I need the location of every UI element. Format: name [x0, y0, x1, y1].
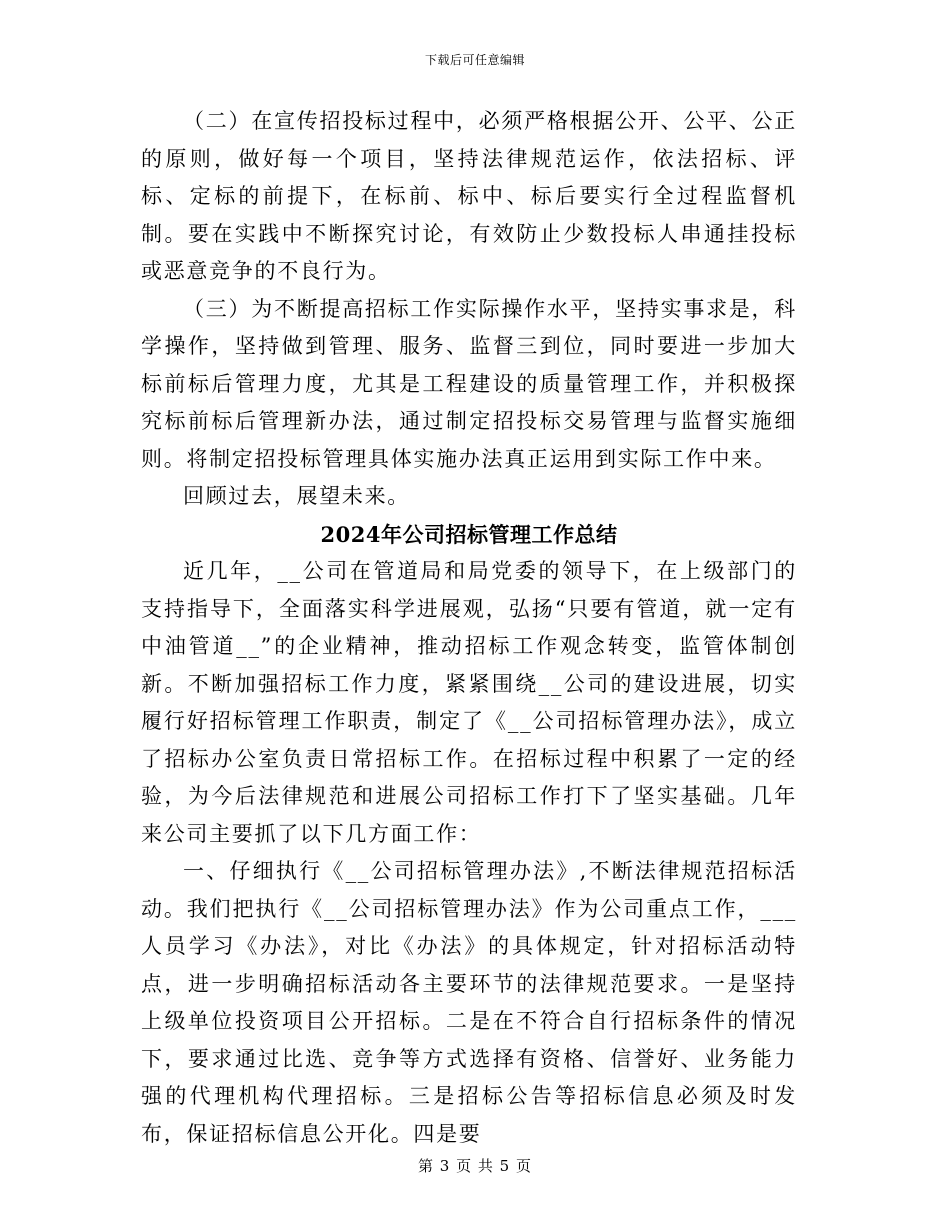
section-title: 2024年公司招标管理工作总结	[320, 521, 618, 547]
paragraph-intro: 近几年，__公司在管道局和局党委的领导下，在上级部门的支持指导下，全面落实科学进展观，弘扬“只要有管道，就一定有中油管道__”的企业精神，推动招标工作观念转变，监管体制创新。不断加强招标工作力度，紧紧围绕__公司的建设进展，切实履行好招标管理工作职责，制定了《__公司招标管理办法》，成立了招标办公室负责日常招标工作。在招标过程中积累了一定的经验，为今后法律规范和进展公司招标工作打下了坚实基础。几年来公司主要抓了以下几方面工作：	[141, 559, 797, 846]
page-header: 下载后可任意编辑	[424, 53, 525, 67]
page-number: 第 3 页 共 5 页	[418, 1157, 532, 1175]
paragraph-item-one: 一、仔细执行《__公司招标管理办法》,不断法律规范招标活动。我们把执行《__公司招标管理办法》作为公司重点工作，___人员学习《办法》，对比《办法》的具体规定，针对招标活动特点，进一步明确招标活动各主要环节的法律规范要求。一是坚持上级单位投资项目公开招标。二是在不符合自行招标条件的情况下，要求通过比选、竞争等方式选择有资格、信誉好、业务能力强的代理机构代理招标。三是招标公告等招标信息必须及时发布，保证招标信息公开化。四是要	[141, 859, 797, 1146]
paragraph-point-two: （二）在宣传招投标过程中，必须严格根据公开、公平、公正的原则，做好每一个项目，坚持法律规范运作，依法招标、评标、定标的前提下，在标前、标中、标后要实行全过程监督机制。要在实践中不断探究讨论，有效防止少数投标人串通挂投标或恶意竞争的不良行为。	[141, 109, 797, 283]
document-body	[141, 103, 797, 1153]
paragraph-closing: 回顾过去，展望未来。	[183, 484, 410, 508]
paragraph-point-three: （三）为不断提高招标工作实际操作水平，坚持实事求是，科学操作，坚持做到管理、服务、监督三到位，同时要进一步加大标前标后管理力度，尤其是工程建设的质量管理工作，并积极探究标前标后管理新办法，通过制定招投标交易管理与监督实施细则。将制定招投标管理具体实施办法真正运用到实际工作中来。	[141, 296, 797, 471]
